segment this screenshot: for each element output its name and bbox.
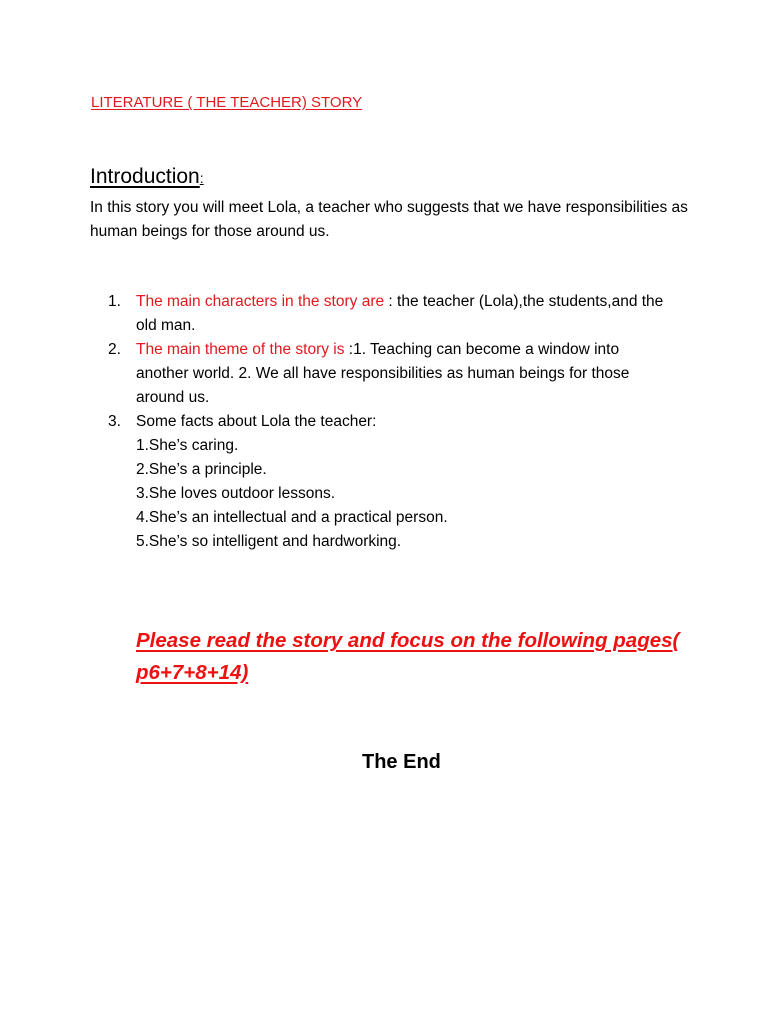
list-number: 2. [108,341,121,358]
fact-item: 3.She loves outdoor lessons. [136,485,336,502]
introduction-heading-colon: : [199,170,204,186]
reading-instruction: Please read the story and focus on the following pages( p6+7+8+14) [136,629,680,684]
list-number: 1. [108,293,121,310]
list-item-label: The main characters in the story are [136,293,385,310]
list-item-label: The main theme of the story is [136,341,345,358]
story-facts-list [108,290,668,554]
introduction-heading-text: Introduction [90,165,200,188]
list-item-theme [108,338,668,410]
list-item-text: : the teacher (Lola),the students,and the old man. [136,293,664,334]
introduction-heading [90,165,204,189]
list-item-characters [108,290,668,338]
introduction-paragraph: In this story you will meet Lola, a teacher who suggests that we have responsibilities as human beings for those around us. [90,199,688,240]
list-item-text: Some facts about Lola the teacher: [136,413,377,430]
fact-item: 1.She’s caring. [136,437,239,454]
list-item-text: :1. Teaching can become a window into another world. 2. We all have responsibilities as human beings for those around us. [136,341,630,406]
fact-item: 5.She’s so intelligent and hardworking. [136,533,402,550]
list-item-facts [108,410,668,554]
fact-item: 2.She’s a principle. [136,461,267,478]
list-number: 3. [108,413,121,430]
fact-item: 4.She’s an intellectual and a practical person. [136,509,448,526]
document-title: LITERATURE ( THE TEACHER) STORY [91,94,363,111]
ending-text: The End [362,751,441,773]
